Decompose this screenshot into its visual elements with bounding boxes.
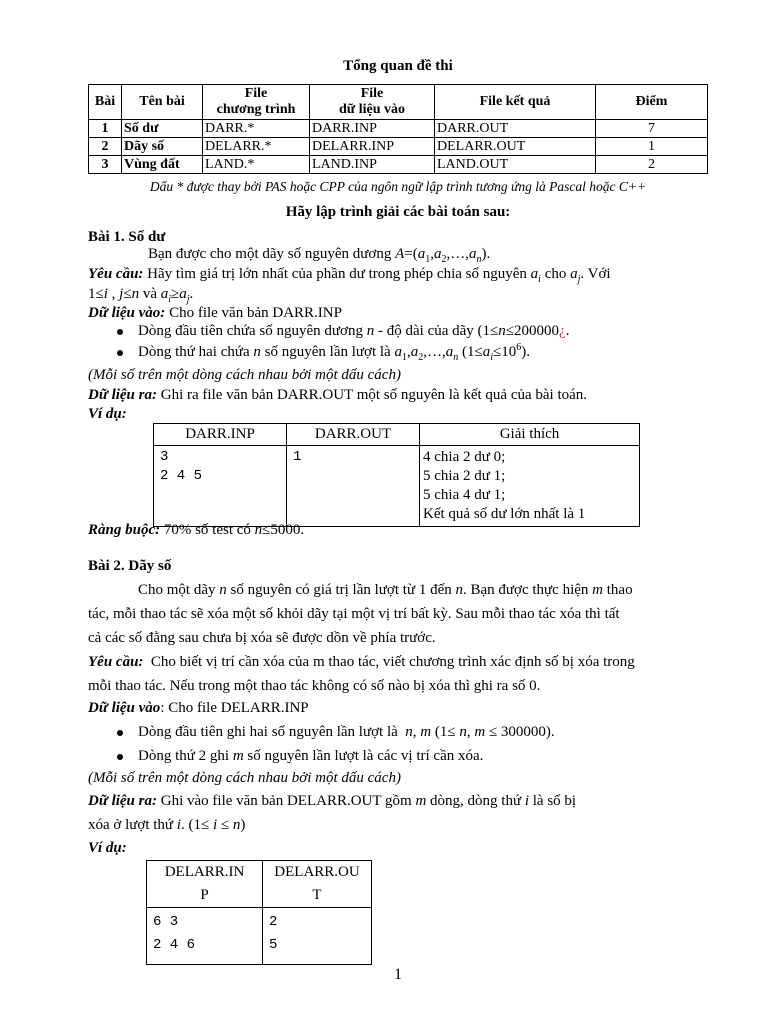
bullet-icon — [117, 329, 123, 335]
problem-1-constraint: Ràng buộc: 70% số test có n≤5000. — [88, 522, 305, 538]
problem-1-output: Dữ liệu ra: Ghi ra file văn bản DARR.OUT một số nguyên là kết quả của bài toán. — [88, 387, 588, 403]
problem-2-example-label: Ví dụ: — [88, 840, 127, 856]
cell: 3 — [89, 156, 122, 174]
table-row — [89, 120, 708, 138]
problem-1-bullet-2: Dòng thứ hai chứa n số nguyên lần lượt là $a_1,a_2,\dots,a_n$ $(1\le a_i\le 10^6)$. — [138, 342, 530, 363]
cell: LAND.INP — [310, 156, 435, 174]
cell: Vùng đất — [122, 156, 203, 174]
bullet-icon — [117, 754, 123, 760]
overview-table — [88, 84, 708, 174]
problem-2-example-table — [146, 860, 372, 965]
example-output-cell: 1 — [287, 446, 420, 527]
problem-2-title: Bài 2. Dãy số — [88, 558, 172, 574]
problem-2-requirement: Yêu cầu: Cho biết vị trí cần xóa của m thao tác, viết chương trình xác định số bị xóa trong — [88, 654, 635, 670]
problem-1-requirement: Yêu cầu: Hãy tìm giá trị lớn nhất của phần dư trong phép chia số nguyên $a_i$ cho $a_j$. Với — [88, 266, 611, 285]
bullet-icon — [117, 730, 123, 736]
col-header-bai: Bài — [89, 85, 122, 120]
page-number: 1 — [394, 966, 402, 983]
cell: DELARR.OUT — [435, 138, 596, 156]
col-header-file-prog: File chương trình — [203, 85, 310, 120]
example-data-row — [147, 908, 372, 965]
problem-2-para-line-1: Cho một dãy n số nguyên có giá trị lần lượt từ 1 đến n. Bạn được thực hiện m thao — [138, 582, 633, 598]
problem-2-output-line-2: xóa ở lượt thứ i. (1≤ i ≤ n) — [88, 817, 246, 833]
cell: 1 — [596, 138, 708, 156]
col-header: DARR.OUT — [287, 424, 420, 446]
cell: Dãy số — [122, 138, 203, 156]
example-output-cell: 2 5 — [263, 908, 372, 965]
problem-2-bullet-1: Dòng đầu tiên ghi hai số nguyên lần lượt là n, m (1≤ n, m ≤ 300000). — [138, 724, 555, 740]
col-header: Giải thích — [420, 424, 640, 446]
problem-2-para-line-2: tác, mỗi thao tác sẽ xóa một số khỏi dãy tại một vị trí bất kỳ. Sau mỗi thao tác xóa thì tất — [88, 606, 620, 622]
example-input-cell: 3 2 4 5 — [154, 446, 287, 527]
cell: Số dư — [122, 120, 203, 138]
cell: 2 — [89, 138, 122, 156]
problem-1-example-label: Ví dụ: — [88, 406, 127, 422]
problem-2-para-line-3: cả các số đằng sau chưa bị xóa sẽ được dồn về phía trước. — [88, 630, 436, 646]
cell: 2 — [596, 156, 708, 174]
problem-1-requirement-cond: 1≤i , j≤n và $a_i\ge a_j$. — [88, 286, 194, 305]
cell: DARR.INP — [310, 120, 435, 138]
cell: LAND.OUT — [435, 156, 596, 174]
example-header-row — [147, 861, 372, 908]
problem-1-bullet-1: Dòng đầu tiên chứa số nguyên dương n - độ dài của dãy (1≤n≤200000¿. — [138, 323, 570, 339]
cell: 7 — [596, 120, 708, 138]
col-header-ten-bai: Tên bài — [122, 85, 203, 120]
instruction-heading: Hãy lập trình giải các bài toán sau: — [285, 204, 511, 220]
problem-1-input: Dữ liệu vào: Cho file văn bản DARR.INP — [88, 305, 342, 321]
problem-2-input: Dữ liệu vào: Cho file DELARR.INP — [88, 700, 309, 716]
example-explain-cell: 4 chia 2 dư 0; 5 chia 2 dư 1; 5 chia 4 dư 1; Kết quả số dư lớn nhất là 1 — [420, 446, 640, 527]
overview-header-row — [89, 85, 708, 120]
cell: LAND.* — [203, 156, 310, 174]
problem-1-intro: Bạn được cho một dãy số nguyên dương $A=(a_1,a_2,\dots,a_n)$. — [148, 246, 491, 265]
table-row — [89, 138, 708, 156]
problem-2-output: Dữ liệu ra: Ghi vào file văn bản DELARR.OUT gồm m dòng, dòng thứ i là số bị — [88, 793, 577, 809]
cell: DARR.OUT — [435, 120, 596, 138]
example-data-row — [154, 446, 640, 527]
cell: DELARR.INP — [310, 138, 435, 156]
problem-2-requirement-line-2: mỗi thao tác. Nếu trong một thao tác không có số nào bị xóa thì ghi ra số 0. — [88, 678, 541, 694]
problem-1-example-table — [153, 423, 640, 527]
example-input-cell: 6 3 2 4 6 — [147, 908, 263, 965]
language-note: Dấu * được thay bởi PAS hoặc CPP của ngôn ngữ lập trình tương ứng là Pascal hoặc C++ — [149, 179, 647, 194]
bullet-icon — [117, 350, 123, 356]
problem-2-separator-note: (Mỗi số trên một dòng cách nhau bởi một dấu cách) — [88, 770, 401, 786]
col-header-file-output: File kết quả — [435, 85, 596, 120]
col-header-score: Điểm — [596, 85, 708, 120]
col-header: DELARR.OU T — [263, 861, 372, 908]
col-header: DELARR.IN P — [147, 861, 263, 908]
col-header: DARR.INP — [154, 424, 287, 446]
problem-2-bullet-2: Dòng thứ 2 ghi m số nguyên lần lượt là các vị trí cần xóa. — [138, 748, 484, 764]
cell: DELARR.* — [203, 138, 310, 156]
table-row — [89, 156, 708, 174]
problem-1-title: Bài 1. Số dư — [88, 229, 166, 245]
col-header-file-input: File dữ liệu vào — [310, 85, 435, 120]
cell: 1 — [89, 120, 122, 138]
problem-1-separator-note: (Mỗi số trên một dòng cách nhau bởi một dấu cách) — [88, 367, 401, 383]
example-header-row — [154, 424, 640, 446]
cell: DARR.* — [203, 120, 310, 138]
page-title: Tổng quan đề thi — [343, 58, 453, 74]
